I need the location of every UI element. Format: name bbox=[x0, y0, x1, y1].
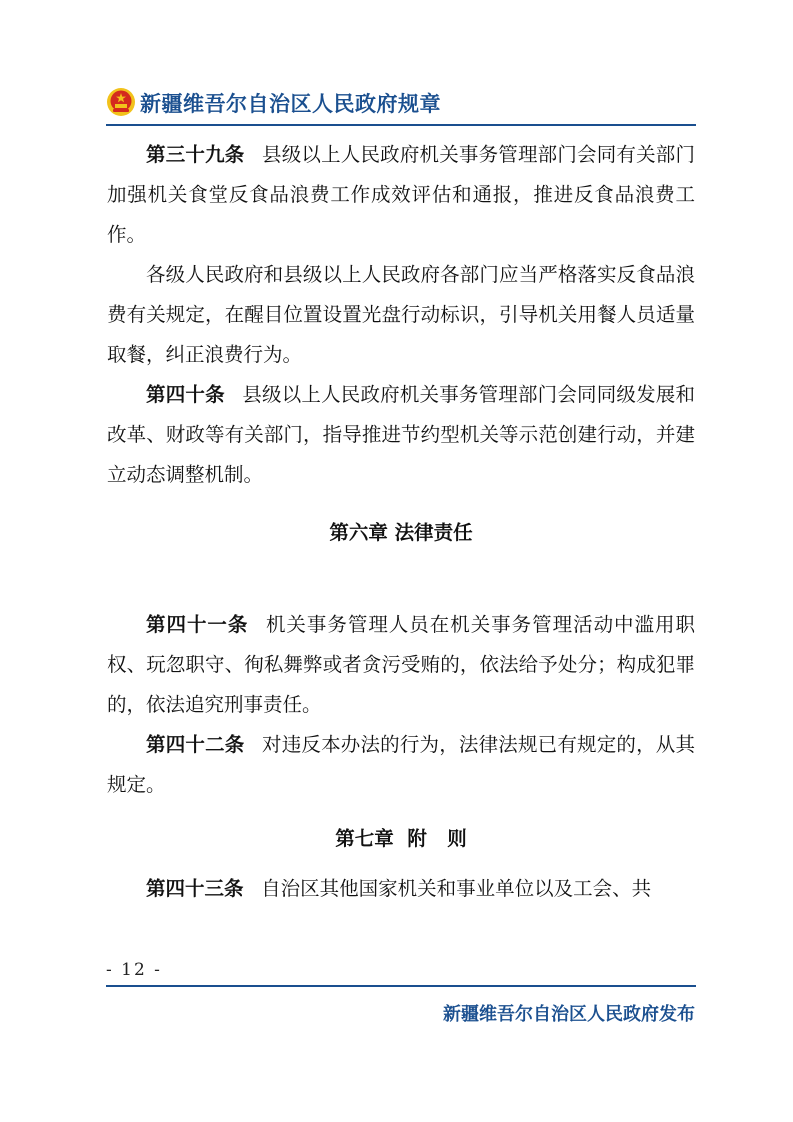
footer-publisher: 新疆维吾尔自治区人民政府发布 bbox=[443, 1004, 695, 1025]
article-text: 县级以上人民政府机关事务管理部门会同有关部门加强机关食堂反食品浪费工作成效评估和通报，推进反食品浪费工作。 bbox=[107, 143, 695, 246]
article-paragraph bbox=[107, 605, 695, 725]
article-paragraph bbox=[107, 725, 695, 805]
document-body bbox=[107, 135, 695, 909]
article-text: 县级以上人民政府机关事务管理部门会同同级发展和改革、财政等有关部门，指导推进节约型机关等示范创建行动，并建立动态调整机制。 bbox=[107, 383, 695, 486]
chapter-heading: 第六章 法律责任 bbox=[329, 521, 473, 544]
article-number: 第三十九条 bbox=[146, 143, 245, 166]
header-title: 新疆维吾尔自治区人民政府规章 bbox=[140, 92, 441, 116]
article-paragraph: 各级人民政府和县级以上人民政府各部门应当严格落实反食品浪费有关规定，在醒目位置设置光盘行动标识，引导机关用餐人员适量取餐，纠正浪费行为。 bbox=[107, 263, 695, 366]
article-number: 第四十条 bbox=[146, 383, 225, 406]
footer-divider bbox=[106, 985, 696, 987]
article-number: 第四十二条 bbox=[146, 733, 245, 756]
header-divider bbox=[106, 124, 696, 126]
article-number: 第四十三条 bbox=[146, 877, 244, 900]
chapter-heading: 第七章 附 则 bbox=[335, 827, 467, 850]
article-paragraph bbox=[107, 135, 695, 255]
article-text: 对违反本办法的行为，法律法规已有规定的，从其规定。 bbox=[107, 733, 695, 796]
document-header bbox=[106, 84, 696, 124]
article-paragraph bbox=[107, 375, 695, 495]
national-emblem-icon bbox=[106, 87, 136, 117]
article-text: 机关事务管理人员在机关事务管理活动中滥用职权、玩忽职守、徇私舞弊或者贪污受贿的，依法给予处分；构成犯罪的，依法追究刑事责任。 bbox=[107, 613, 695, 716]
article-number: 第四十一条 bbox=[146, 613, 249, 636]
article-text: 自治区其他国家机关和事业单位以及工会、共 bbox=[261, 877, 652, 900]
page-number: - 12 - bbox=[106, 960, 162, 980]
article-paragraph bbox=[107, 869, 695, 909]
